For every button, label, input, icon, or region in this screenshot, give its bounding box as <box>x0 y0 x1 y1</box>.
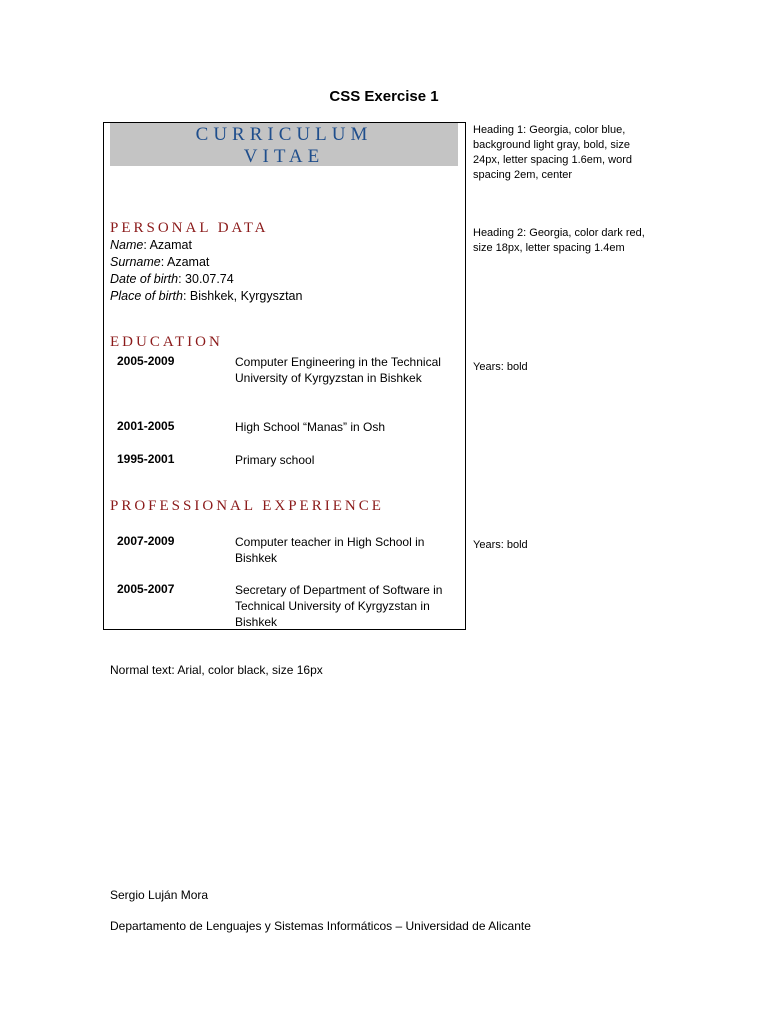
experience-heading: PROFESSIONAL EXPERIENCE <box>110 498 384 514</box>
education-desc: Computer Engineering in the Technical University of Kyrgyzstan in Bishkek <box>235 355 441 385</box>
personal-surname <box>110 255 209 269</box>
note-heading1: Heading 1: Georgia, color blue, background light gray, bold, size 24px, letter spacing 1.6em, word spacing 2em, center <box>473 124 632 181</box>
education-years: 2005-2009 <box>117 354 175 368</box>
education-desc: High School “Manas” in Osh <box>235 420 386 434</box>
education-years: 2001-2005 <box>117 419 175 433</box>
note-heading2: Heading 2: Georgia, color dark red, size 18px, letter spacing 1.4em <box>473 227 645 254</box>
cv-heading-line1: CURRICULUM <box>195 124 373 145</box>
personal-birthdate <box>110 272 234 286</box>
experience-desc: Secretary of Department of Software in Technical University of Kyrgyzstan in Bishkek <box>235 583 443 629</box>
experience-years: 2007-2009 <box>117 534 175 548</box>
department: Departamento de Lenguajes y Sistemas Informáticos – Universidad de Alicante <box>110 919 531 933</box>
personal-birthplace-value: : Bishkek, Kyrgysztan <box>182 289 303 303</box>
note-years-education: Years: bold <box>473 361 528 373</box>
personal-name-value: : Azamat <box>143 238 192 252</box>
personal-birthplace <box>110 289 302 303</box>
personal-birthplace-label: Place of birth <box>110 289 183 303</box>
personal-data-heading: PERSONAL DATA <box>110 220 269 236</box>
education-years: 1995-2001 <box>117 452 175 466</box>
note-years-experience: Years: bold <box>473 539 528 551</box>
normal-text-note: Normal text: Arial, color black, size 16px <box>110 663 323 677</box>
personal-surname-label: Surname <box>110 255 161 269</box>
experience-desc: Computer teacher in High School in Bishkek <box>235 535 425 565</box>
personal-surname-value: : Azamat <box>160 255 210 269</box>
page-title: CSS Exercise 1 <box>329 88 439 105</box>
personal-birthdate-label: Date of birth <box>110 272 179 286</box>
education-desc: Primary school <box>235 453 315 467</box>
experience-years: 2005-2007 <box>117 582 175 596</box>
personal-birthdate-value: : 30.07.74 <box>178 272 234 286</box>
education-heading: EDUCATION <box>110 334 223 350</box>
personal-name-label: Name <box>110 238 144 252</box>
cv-heading-line2: VITAE <box>243 146 325 167</box>
personal-name <box>110 238 192 252</box>
cv-heading <box>110 123 458 166</box>
author: Sergio Luján Mora <box>110 888 209 902</box>
